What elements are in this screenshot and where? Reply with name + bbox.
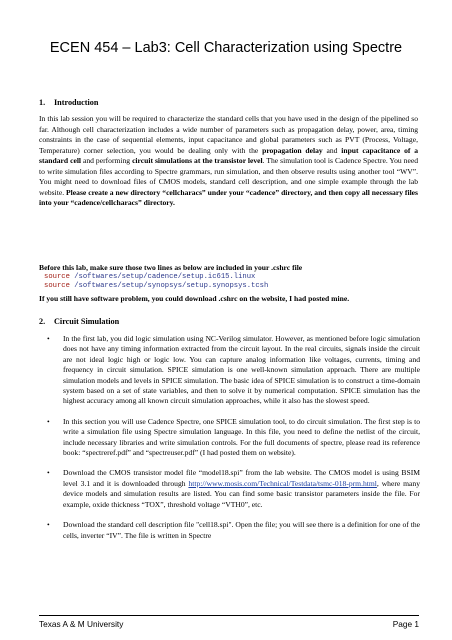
bullet-icon: •	[47, 334, 50, 343]
section-heading-introduction	[39, 98, 98, 107]
intro-text-4: . The simulation tool is Cadence Spectre. You need to write simulation files according to Spectre grammars, run simulation, and then observe results using another tool “WV”. You might need to download files of CMOS models, standard cell description, and one simple example through the lab website.	[39, 156, 419, 197]
list-item	[47, 416, 420, 459]
bullet-text: In this section you will use Cadence Spectre, one SPICE simulation tool, to do circuit simulation. The first step is to write a simulation file using Spectre simulation language. In this file, you need to define the netlist of the circuit, include necessary libraries and write simulation controls. For the full documents of spectre, please read its reference book: “spectreref.pdf” and “spectreuser.pdf” (I had posted them on website).	[63, 416, 420, 458]
code-line-1	[44, 273, 255, 282]
mosis-link[interactable]: http://www.mosis.com/Technical/Testdata/tsmc-018-prm.html	[188, 478, 377, 488]
page-title: ECEN 454 – Lab3: Cell Characterization using Spectre	[49, 40, 403, 56]
list-item	[47, 520, 420, 541]
code-path: /softwares/setup/cadence/setup.ic615.linux	[69, 273, 256, 281]
intro-paragraph	[39, 114, 418, 209]
section-number: 2.	[39, 317, 46, 326]
bullet-text: Download the CMOS transistor model file “model18.spi” from the lab website. The CMOS model is using BSIM level 3.1 and it is downloaded through	[63, 468, 420, 488]
bullet-list	[47, 334, 420, 541]
intro-bold-1: propagation delay	[262, 145, 323, 155]
bullet-text: Download the standard cell description file "cell18.spi". Open the file; you will see there is a definition for one of the cells, inverter “IV”. The file is written in Spectre	[63, 520, 420, 540]
bullet-icon: •	[47, 416, 50, 426]
bullet-text: , where many device models and simulation results are listed. You can find some basic transistor parameters inside the file. For example, oxide thickness “TOX”, threshold voltage “VTH0”, etc.	[63, 478, 420, 509]
code-keyword: source	[44, 273, 70, 281]
section-number: 1.	[39, 98, 46, 107]
section-title: Circuit Simulation	[54, 317, 120, 326]
bullet-text: In the first lab, you did logic simulation using NC-Verilog simulator. However, as mentioned before logic simulation does not have any timing information extracted from the circuit layout. In the real circuits, signals inside the circuit are not ideal logic high or logic low. You can capture analog information like voltages, currents, timing and frequency in circuit simulation. SPICE simulation is one well-known simulation approach. There are multiple simulation models and levels in SPICE simulation. The basic idea of SPICE simulation is to construct a time-domain system based on a set of state variables, and then to solve it by numerical computation. SPICE simulation has the highest accuracy among all known circuit simulation approaches, while it also has the slowest speed.	[63, 334, 420, 406]
code-line-2	[44, 282, 268, 291]
footer-university: Texas A & M University	[39, 619, 124, 629]
intro-bold-3: circuit simulations at the transistor level	[132, 156, 263, 165]
intro-text-3: and performing	[81, 156, 133, 165]
cshrc-instruction: Before this lab, make sure those two lines as below are included in your .cshrc file	[39, 263, 303, 272]
footer-divider	[39, 615, 419, 616]
section-title: Introduction	[54, 98, 99, 107]
list-item	[47, 334, 420, 407]
bullet-icon: •	[47, 468, 50, 478]
intro-text-2: and	[322, 145, 342, 155]
code-path: /softwares/setup/synopsys/setup.synopsys.tcsh	[69, 282, 269, 290]
page-number: Page 1	[392, 619, 419, 629]
intro-text-1: In this lab session you will be required to characterize the standard cells that you have used in the design of the pipelined so far. Although cell characterization includes a wide number of parameters such as propagation delay, power, area, timing constraints in the case of sequential elements, input capacitance and global parameters such as PVT (Process, Voltage, Temperature) corner selection, you would be dealing only with the	[39, 114, 418, 155]
bullet-icon: •	[47, 520, 50, 530]
intro-bold-4: Please create a new directory “cellcharacs” under your “cadence” directory, and then copy all necessary files into your “cadence/cellcharacs” directory.	[39, 187, 418, 207]
code-keyword: source	[44, 282, 70, 290]
section-heading-circuit-simulation	[39, 317, 119, 326]
software-problem-note: If you still have software problem, you could download .cshrc on the website, I had posted mine.	[39, 294, 350, 303]
list-item	[47, 468, 420, 510]
intro-bold-2: input capacitance of a standard cell	[39, 145, 418, 165]
